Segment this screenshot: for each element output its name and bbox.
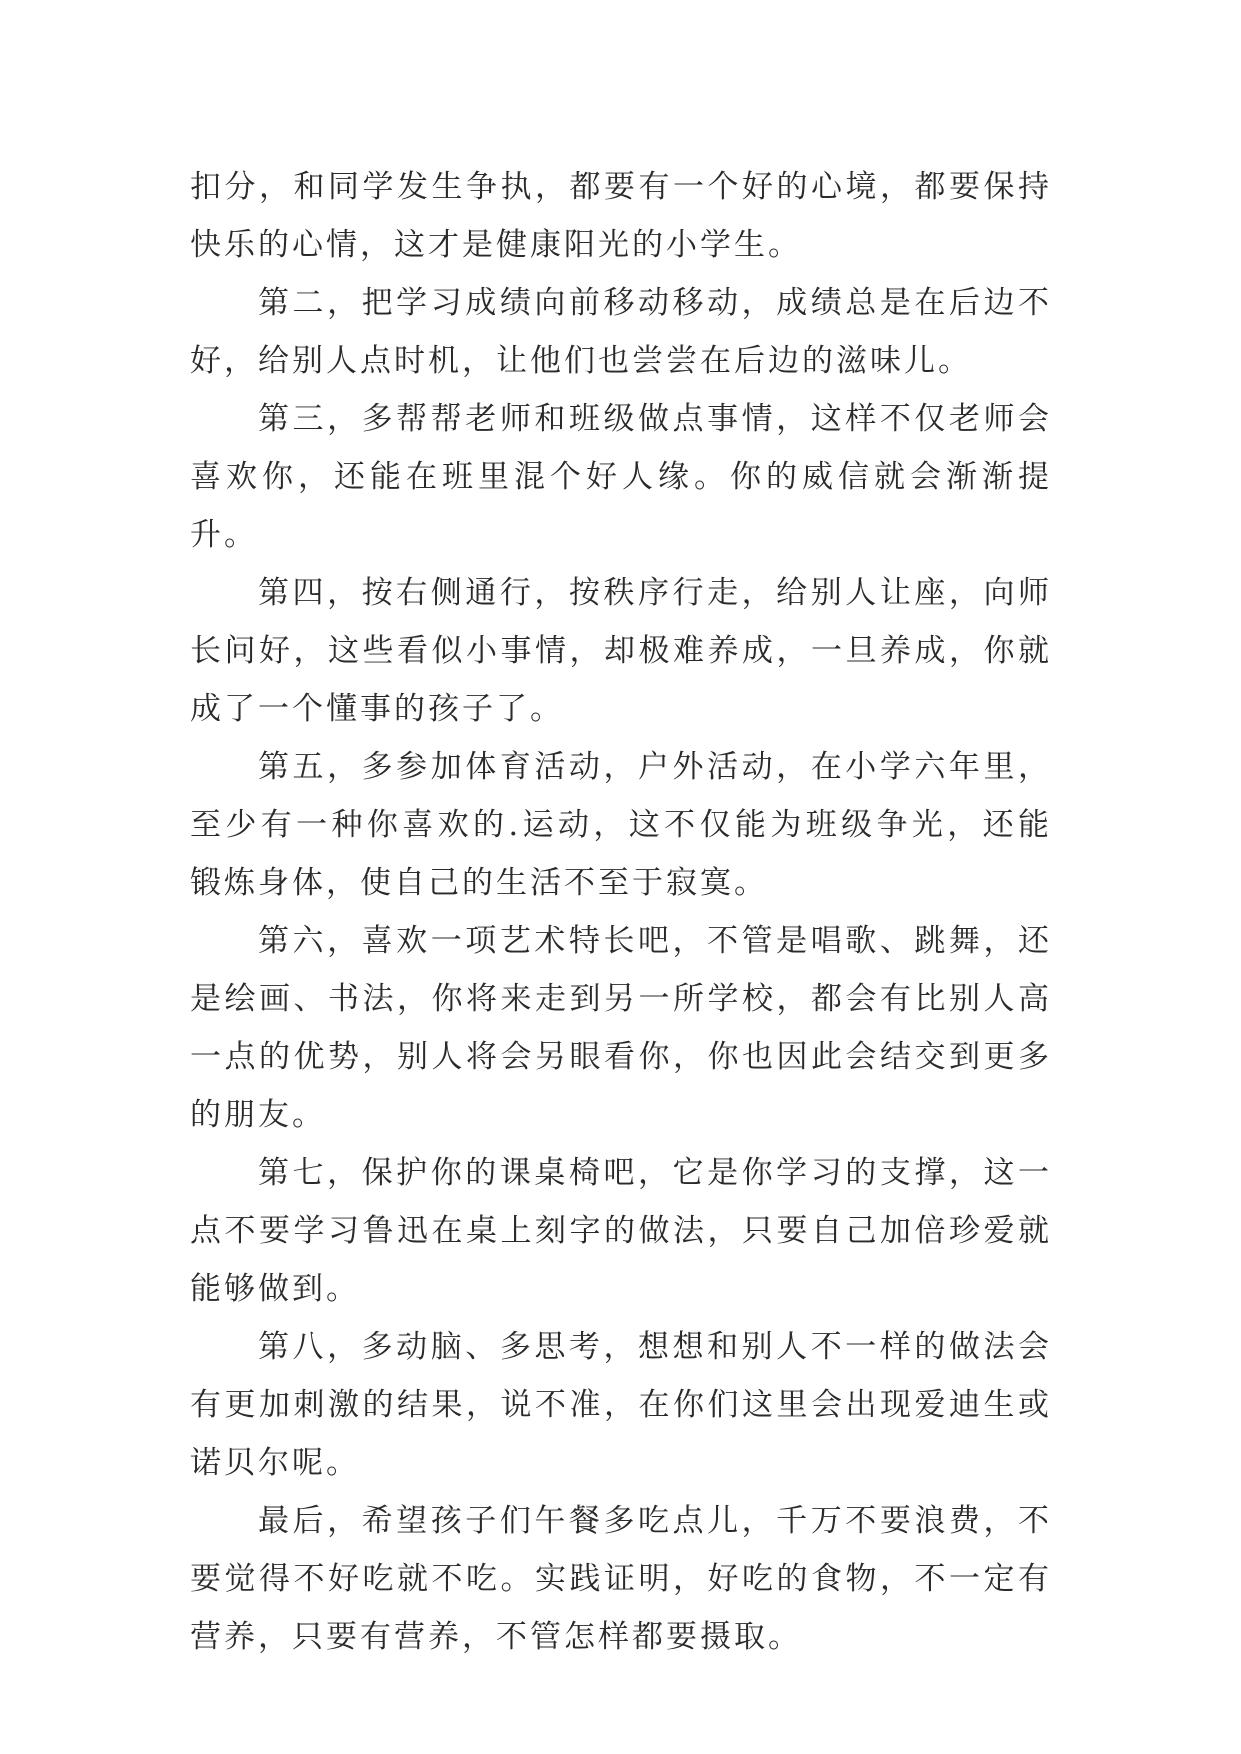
paragraph-final: 最后，希望孩子们午餐多吃点儿，千万不要浪费，不要觉得不好吃就不吃。实践证明，好吃的食物，不一定有营养，只要有营养，不管怎样都要摄取。 xyxy=(190,1503,1052,1655)
paragraph-seventh: 第七，保护你的课桌椅吧，它是你学习的支撑，这一点不要学习鲁迅在桌上刻字的做法，只要自己加倍珍爱就能够做到。 xyxy=(190,1155,1052,1307)
paragraph-eighth: 第八，多动脑、多思考，想想和别人不一样的做法会有更加刺激的结果，说不准，在你们这里会出现爱迪生或诺贝尔呢。 xyxy=(190,1329,1052,1481)
paragraph-continuation: 扣分，和同学发生争执，都要有一个好的心境，都要保持快乐的心情，这才是健康阳光的小学生。 xyxy=(190,169,1052,263)
paragraph-fourth: 第四，按右侧通行，按秩序行走，给别人让座，向师长问好，这些看似小事情，却极难养成，一旦养成，你就成了一个懂事的孩子了。 xyxy=(190,575,1052,727)
document-body xyxy=(190,158,1052,1666)
paragraph-third: 第三，多帮帮老师和班级做点事情，这样不仅老师会喜欢你，还能在班里混个好人缘。你的威信就会渐渐提升。 xyxy=(190,401,1052,553)
paragraph-fifth: 第五，多参加体育活动，户外活动，在小学六年里，至少有一种你喜欢的.运动，这不仅能为班级争光，还能锻炼身体，使自己的生活不至于寂寞。 xyxy=(190,749,1052,901)
paragraph-second: 第二，把学习成绩向前移动移动，成绩总是在后边不好，给别人点时机，让他们也尝尝在后边的滋味儿。 xyxy=(190,285,1052,379)
paragraph-sixth: 第六，喜欢一项艺术特长吧，不管是唱歌、跳舞，还是绘画、书法，你将来走到另一所学校，都会有比别人高一点的优势，别人将会另眼看你，你也因此会结交到更多的朋友。 xyxy=(190,923,1052,1133)
